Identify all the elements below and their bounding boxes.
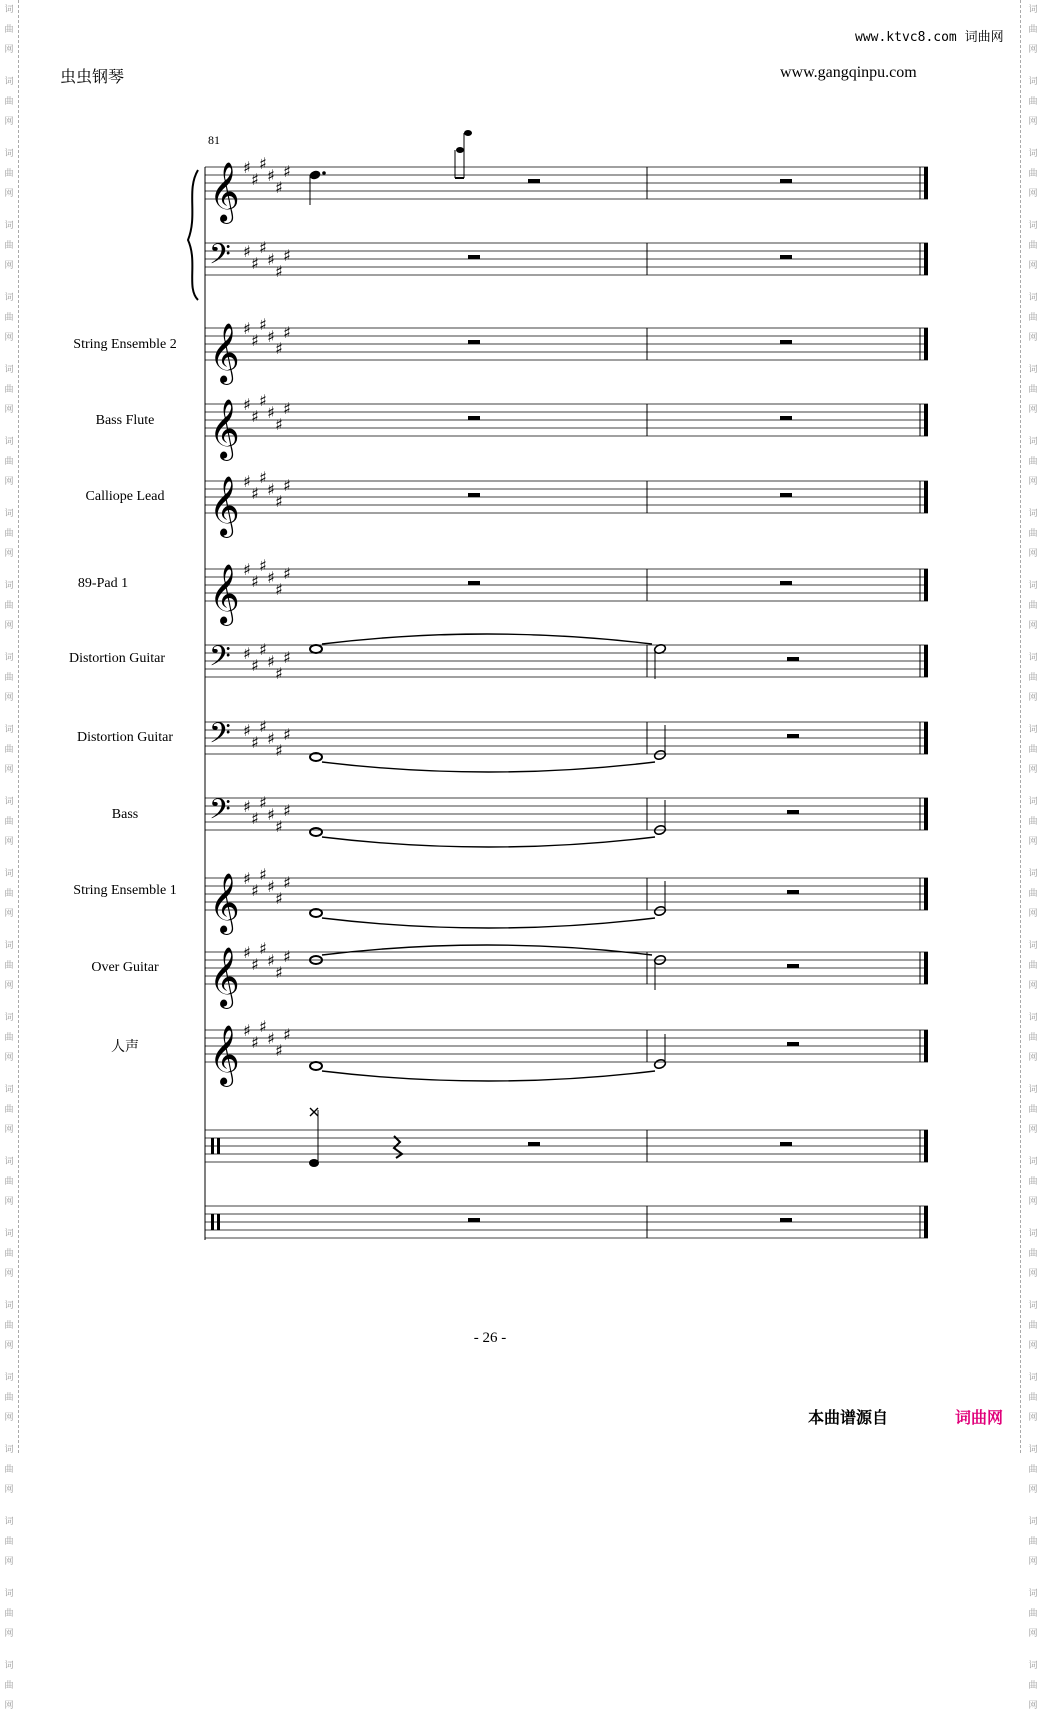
sharp-icon: ♯ — [267, 1029, 275, 1048]
footer-source-site[interactable]: 词曲网 — [955, 1408, 1004, 1427]
sharp-icon: ♯ — [243, 797, 251, 816]
right-watermark-strip: 词 曲 网 词 曲 网 词 曲 网 词 曲 网 词 曲 网 词 曲 网 词 曲 网 词 曲 网 词 曲 网 词 曲 网 词 曲 网 词 曲 网 词 曲 网 词 曲 网 词 曲 网 词 曲 网 词 曲 网 词 曲 网 词 曲 网 词 曲 网 词 曲 网 词 曲 网 词 曲 网 词 曲 网 — [1028, 5, 1038, 1711]
half-rest-icon — [780, 340, 792, 344]
sharp-icon: ♯ — [251, 1033, 259, 1052]
sharp-icon: ♯ — [259, 939, 267, 958]
sharp-icon: ♯ — [283, 162, 291, 181]
final-barline-thick — [924, 569, 928, 601]
half-rest-icon — [787, 810, 799, 814]
treble-clef-icon: 𝄞 — [209, 1025, 240, 1085]
sharp-icon: ♯ — [251, 484, 259, 503]
instrument-label-string-ensemble-1: String Ensemble 1 — [73, 883, 177, 898]
sharp-icon: ♯ — [267, 951, 275, 970]
whole-note — [310, 645, 322, 653]
sharp-icon: ♯ — [251, 170, 259, 189]
ktv-site-link[interactable]: www.ktvc8.com 词曲网 — [855, 30, 1004, 45]
sharp-icon: ♯ — [259, 865, 267, 884]
bass-clef-icon: 𝄢 — [209, 640, 231, 680]
sharp-icon: ♯ — [251, 881, 259, 900]
sharp-icon: ♯ — [267, 250, 275, 269]
final-barline-thick — [924, 1130, 928, 1162]
sharp-icon: ♯ — [251, 407, 259, 426]
instrument-label-pad: 89-Pad 1 — [77, 576, 129, 591]
piano-brace — [188, 170, 198, 300]
sharp-icon: ♯ — [259, 793, 267, 812]
sharp-icon: ♯ — [283, 801, 291, 820]
bass-clef-icon: 𝄢 — [209, 793, 231, 833]
sharp-icon: ♯ — [259, 391, 267, 410]
percussion-clef-icon — [211, 1138, 214, 1154]
sharp-icon: ♯ — [251, 656, 259, 675]
sharp-icon: ♯ — [259, 640, 267, 659]
final-barline-thick — [924, 404, 928, 436]
half-rest-icon — [780, 493, 792, 497]
half-rest-icon — [468, 1218, 480, 1222]
sharp-icon: ♯ — [243, 472, 251, 491]
half-rest-icon — [468, 340, 480, 344]
page-number: - 26 - — [473, 1330, 507, 1346]
sharp-icon: ♯ — [243, 158, 251, 177]
half-rest-icon — [468, 255, 480, 259]
half-rest-icon — [780, 581, 792, 585]
sharp-icon: ♯ — [275, 741, 283, 760]
instrument-label-distortion-guitar-1: Distortion Guitar — [68, 651, 166, 666]
tie — [322, 945, 652, 955]
sharp-icon: ♯ — [283, 648, 291, 667]
header-title: 虫虫钢琴 — [60, 69, 125, 86]
sharp-icon: ♯ — [283, 564, 291, 583]
footer-source-label: 本曲谱源自 — [808, 1408, 889, 1427]
instrument-label-bass-flute: Bass Flute — [95, 413, 155, 428]
sharp-icon: ♯ — [251, 809, 259, 828]
treble-clef-icon: 𝄞 — [209, 873, 240, 933]
sharp-icon: ♯ — [251, 331, 259, 350]
sharp-icon: ♯ — [243, 1021, 251, 1040]
treble-clef-icon: 𝄞 — [209, 162, 240, 222]
quarter-rest-icon — [394, 1136, 402, 1158]
half-rest-icon — [468, 416, 480, 420]
sharp-icon: ♯ — [251, 955, 259, 974]
dot — [322, 171, 326, 175]
sharp-icon: ♯ — [275, 415, 283, 434]
instrument-label-distortion-guitar-2: Distortion Guitar — [76, 730, 174, 745]
treble-clef-icon: 𝄞 — [209, 476, 240, 536]
tie — [322, 762, 655, 772]
half-rest-icon — [528, 1142, 540, 1146]
sharp-icon: ♯ — [275, 1041, 283, 1060]
half-rest-icon — [787, 734, 799, 738]
treble-clef-icon: 𝄞 — [209, 323, 240, 383]
half-rest-icon — [787, 1042, 799, 1046]
sharp-icon: ♯ — [283, 873, 291, 892]
half-rest-icon — [780, 416, 792, 420]
sharp-icon: ♯ — [275, 492, 283, 511]
sharp-icon: ♯ — [259, 1017, 267, 1036]
half-rest-icon — [780, 179, 792, 183]
sharp-icon: ♯ — [259, 315, 267, 334]
sharp-icon: ♯ — [267, 729, 275, 748]
percussion-clef-icon — [217, 1214, 220, 1230]
instrument-label-over-guitar: Over Guitar — [91, 960, 159, 975]
sharp-icon: ♯ — [243, 644, 251, 663]
sharp-icon: ♯ — [267, 166, 275, 185]
instrument-label-bass: Bass — [111, 807, 139, 822]
sharp-icon: ♯ — [275, 664, 283, 683]
sharp-icon: ♯ — [267, 403, 275, 422]
sharp-icon: ♯ — [259, 556, 267, 575]
grace-note — [464, 130, 472, 136]
sharp-icon: ♯ — [243, 242, 251, 261]
final-barline-thick — [924, 481, 928, 513]
sharp-icon: ♯ — [243, 721, 251, 740]
sharp-icon: ♯ — [283, 246, 291, 265]
sharp-icon: ♯ — [243, 560, 251, 579]
sharp-icon: ♯ — [259, 154, 267, 173]
sharp-icon: ♯ — [275, 817, 283, 836]
treble-clef-icon: 𝄞 — [209, 947, 240, 1007]
half-rest-icon — [780, 1218, 792, 1222]
final-barline-thick — [924, 952, 928, 984]
tie — [322, 634, 652, 644]
sharp-icon: ♯ — [267, 480, 275, 499]
final-barline-thick — [924, 798, 928, 830]
treble-clef-icon: 𝄞 — [209, 564, 240, 624]
half-rest-icon — [528, 179, 540, 183]
tie — [322, 837, 655, 847]
treble-clef-icon: 𝄞 — [209, 399, 240, 459]
final-barline-thick — [924, 878, 928, 910]
percussion-clef-icon — [211, 1214, 214, 1230]
final-barline-thick — [924, 1030, 928, 1062]
half-rest-icon — [468, 581, 480, 585]
sharp-icon: ♯ — [275, 178, 283, 197]
final-barline-thick — [924, 167, 928, 199]
sharp-icon: ♯ — [243, 319, 251, 338]
sharp-icon: ♯ — [283, 399, 291, 418]
instrument-label-calliope-lead: Calliope Lead — [85, 489, 165, 504]
final-barline-thick — [924, 243, 928, 275]
final-barline-thick — [924, 328, 928, 360]
sharp-icon: ♯ — [275, 963, 283, 982]
sharp-icon: ♯ — [267, 568, 275, 587]
half-rest-icon — [780, 255, 792, 259]
sharp-icon: ♯ — [275, 262, 283, 281]
final-barline-thick — [924, 645, 928, 677]
bass-clef-icon: 𝄢 — [209, 717, 231, 757]
sharp-icon: ♯ — [243, 943, 251, 962]
percussion-clef-icon — [217, 1138, 220, 1154]
sharp-icon: ♯ — [275, 889, 283, 908]
sharp-icon: ♯ — [275, 339, 283, 358]
grace-note — [456, 147, 464, 153]
sharp-icon: ♯ — [267, 877, 275, 896]
whole-note — [310, 1062, 322, 1070]
tie — [322, 1071, 655, 1081]
sharp-icon: ♯ — [267, 327, 275, 346]
instrument-label-vocal: 人声 — [111, 1040, 139, 1055]
half-rest-icon — [468, 493, 480, 497]
measure-number: 81 — [208, 133, 220, 147]
sharp-icon: ♯ — [283, 476, 291, 495]
sharp-icon: ♯ — [251, 572, 259, 591]
half-rest-icon — [787, 890, 799, 894]
left-watermark-strip: 词 曲 网 词 曲 网 词 曲 网 词 曲 网 词 曲 网 词 曲 网 词 曲 网 词 曲 网 词 曲 网 词 曲 网 词 曲 网 词 曲 网 词 曲 网 词 曲 网 词 曲 网 词 曲 网 词 曲 网 词 曲 网 词 曲 网 词 曲 网 词 曲 网 词 曲 网 词 曲 网 词 曲 网 — [4, 5, 14, 1711]
sharp-icon: ♯ — [251, 733, 259, 752]
half-rest-icon — [787, 964, 799, 968]
sharp-icon: ♯ — [251, 254, 259, 273]
sharp-icon: ♯ — [243, 869, 251, 888]
whole-note — [310, 828, 322, 836]
final-barline-thick — [924, 722, 928, 754]
half-rest-icon — [780, 1142, 792, 1146]
sharp-icon: ♯ — [267, 652, 275, 671]
final-barline-thick — [924, 1206, 928, 1238]
header-website[interactable]: www.gangqinpu.com — [780, 64, 917, 81]
sharp-icon: ♯ — [283, 323, 291, 342]
sharp-icon: ♯ — [283, 947, 291, 966]
sharp-icon: ♯ — [283, 1025, 291, 1044]
sharp-icon: ♯ — [259, 238, 267, 257]
cymbal-x-note-icon — [310, 1108, 318, 1116]
sharp-icon: ♯ — [259, 717, 267, 736]
sharp-icon: ♯ — [267, 805, 275, 824]
sharp-icon: ♯ — [275, 580, 283, 599]
instrument-label-string-ensemble-2: String Ensemble 2 — [73, 337, 177, 352]
bass-clef-icon: 𝄢 — [209, 238, 231, 278]
half-rest-icon — [787, 657, 799, 661]
sharp-icon: ♯ — [243, 395, 251, 414]
tie — [322, 918, 655, 928]
sharp-icon: ♯ — [283, 725, 291, 744]
sharp-icon: ♯ — [259, 468, 267, 487]
